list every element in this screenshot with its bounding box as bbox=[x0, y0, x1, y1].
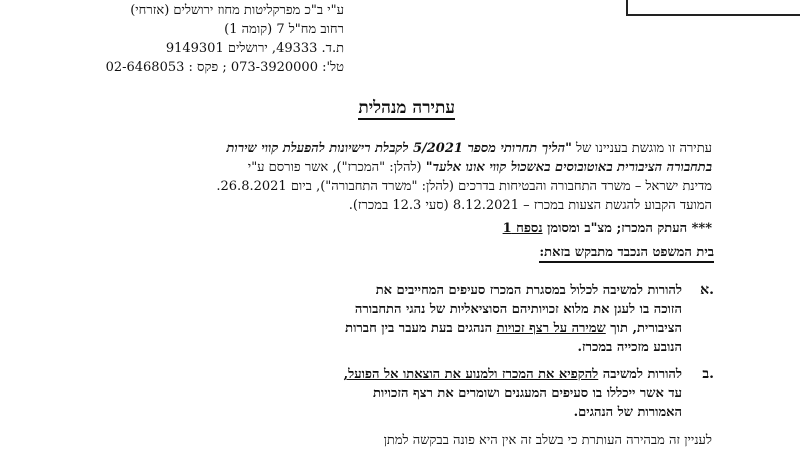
header-address-line-3: ת.ד. 49333, ירושלים 9149301 bbox=[165, 41, 344, 56]
request-a-line-3-b: הנהגים בעת מעבר בין חברות bbox=[345, 321, 493, 336]
request-a-line-3 bbox=[345, 320, 682, 336]
intro-line-2 bbox=[248, 159, 712, 175]
freeze-tender-phrase: להקפיא את המכרז ולמנוע את הוצאתו אל הפועל, bbox=[343, 367, 599, 382]
header-address-line-1: ע"י ב"כ מפרקליטות מחוז ירושלים (אזרחי) bbox=[130, 3, 344, 18]
request-b-line-1-a: להורות למשיבה bbox=[602, 367, 682, 382]
rights-continuity-phrase: שמירה על רצף זכויות bbox=[496, 321, 606, 336]
tender-name-part-2: בתחבורה הציבורית באוטובוסים באשכול קווי אונו אלעד" bbox=[425, 160, 712, 175]
header-contact-line: טל': 073-3920000 ; פקס : 02-6468053 bbox=[105, 60, 344, 75]
request-a-line-3-a: הציבורית, תוך bbox=[610, 321, 682, 336]
appendix-note bbox=[503, 220, 712, 236]
page-corner-box bbox=[626, 0, 800, 16]
request-a-line-4: הנובע מזכייה במכרז. bbox=[577, 340, 682, 355]
intro-line-2-b: (להלן: "המכרז"), אשר פורסם ע"י bbox=[247, 160, 422, 175]
request-b-label: ב. bbox=[702, 366, 714, 382]
request-heading: בית המשפט הנכבד מתבקש בזאת: bbox=[539, 244, 714, 263]
appendix-label: נספח 1 bbox=[502, 221, 543, 236]
request-a-line-1: להורות למשיבה לכלול במסגרת המכרז סעיפים המחייבים את bbox=[375, 283, 682, 298]
request-a-line-2: הזוכה בו לעגן את מלוא זכויותיהם הסוציאליות של נהגי התחבורה bbox=[354, 302, 682, 317]
request-b-line-3: האמורות של הנהגים. bbox=[573, 405, 682, 420]
request-b-line-2: עד אשר ייכללו בו סעיפים המעגנים ושומרים את רצף הזכויות bbox=[373, 386, 682, 401]
header-address-line-2: רחוב מח"ל 7 (קומה 1) bbox=[224, 22, 344, 37]
intro-line-1 bbox=[227, 140, 713, 156]
appendix-note-prefix: *** העתק המכרז; מצ"ב ומסומן bbox=[547, 221, 712, 236]
request-b-line-1 bbox=[344, 366, 682, 382]
intro-line-3: מדינת ישראל – משרד התחבורה והבטיחות בדרכים (להלן: "משרד התחבורה"), ביום 26.8.2021. bbox=[216, 179, 712, 194]
document-title: עתירה מנהלית bbox=[358, 98, 455, 118]
intro-line-1-a: עתירה זו מוגשת בעניינו של bbox=[576, 141, 712, 156]
tender-name-part-1: "הליך תחרותי מספר 5/2021 לקבלת רישיונות להפעלת קווי שירות bbox=[226, 141, 572, 156]
intro-line-4: המועד הקבוע להגשת הצעות במכרז – 8.12.2021 (סעי 12.3 במכרז). bbox=[348, 198, 712, 213]
request-a-label: א. bbox=[700, 282, 714, 298]
closing-line-1: לעניין זה מבהירה העותרת כי בשלב זה אין היא פונה בבקשה למתן bbox=[383, 433, 712, 448]
